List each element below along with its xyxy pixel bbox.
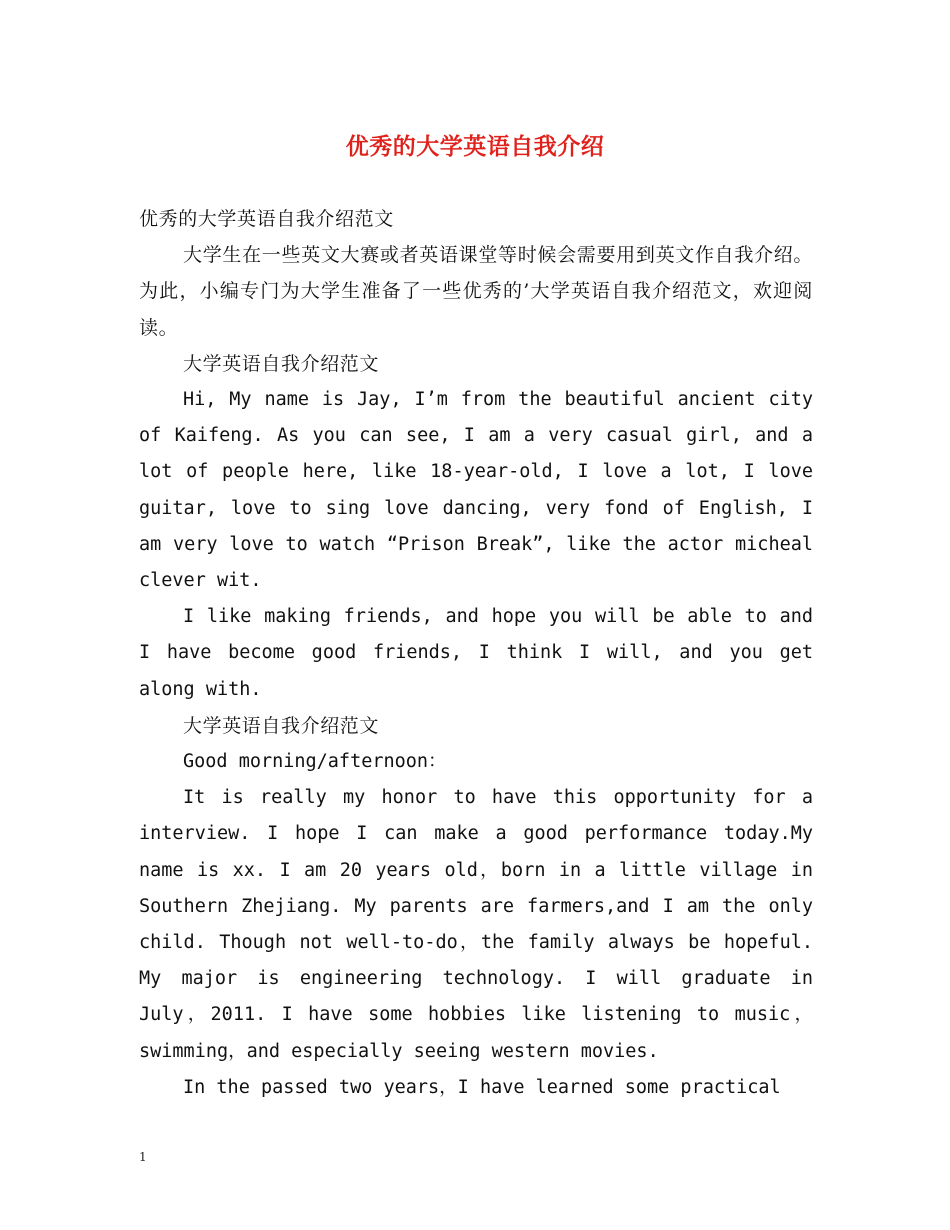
body-paragraph: In the passed two years，I have learned some practical <box>183 1076 781 1098</box>
section-heading: 大学英语自我介绍范文 <box>183 352 380 375</box>
intro-paragraph: 大学生在一些英文大赛或者英语课堂等时候会需要用到英文作自我介绍。为此，小编专门为大学生准备了一些优秀的’大学英语自我介绍范文，欢迎阅读。 <box>139 244 813 339</box>
section-heading: 优秀的大学英语自我介绍范文 <box>139 208 394 230</box>
body-paragraph: I like making friends, and hope you will be able to and I have become good friends, I think I will, and you get along with. <box>139 606 813 700</box>
greeting-line: Good morning/afternoon： <box>183 751 447 773</box>
document-title: 优秀的大学英语自我介绍 <box>345 134 605 160</box>
page-number: 1 <box>139 1150 147 1164</box>
document-body <box>139 201 813 1106</box>
body-paragraph: Hi, My name is Jay, I’m from the beautiful ancient city of Kaifeng. As you can see, I am a very casual girl, and a lot of people here, like 18-year-old, I love a lot, I love guitar, love to sing love dancing, very fond of English, I am very love to watch “Prison Break”, like the actor micheal clever wit. <box>139 389 813 592</box>
body-paragraph: It is really my honor to have this opportunity for a interview. I hope I can make a good performance today.My name is xx. I am 20 years old，born in a little village in Southern Zhejiang. My parents are farmers,and I am the only child. Though not well-to-do，the family always be hopeful. My major is engineering technology. I will graduate in July，2011. I have some hobbies like listening to music，swimming，and especially seeing western movies. <box>139 787 813 1062</box>
section-heading: 大学英语自我介绍范文 <box>183 714 380 737</box>
